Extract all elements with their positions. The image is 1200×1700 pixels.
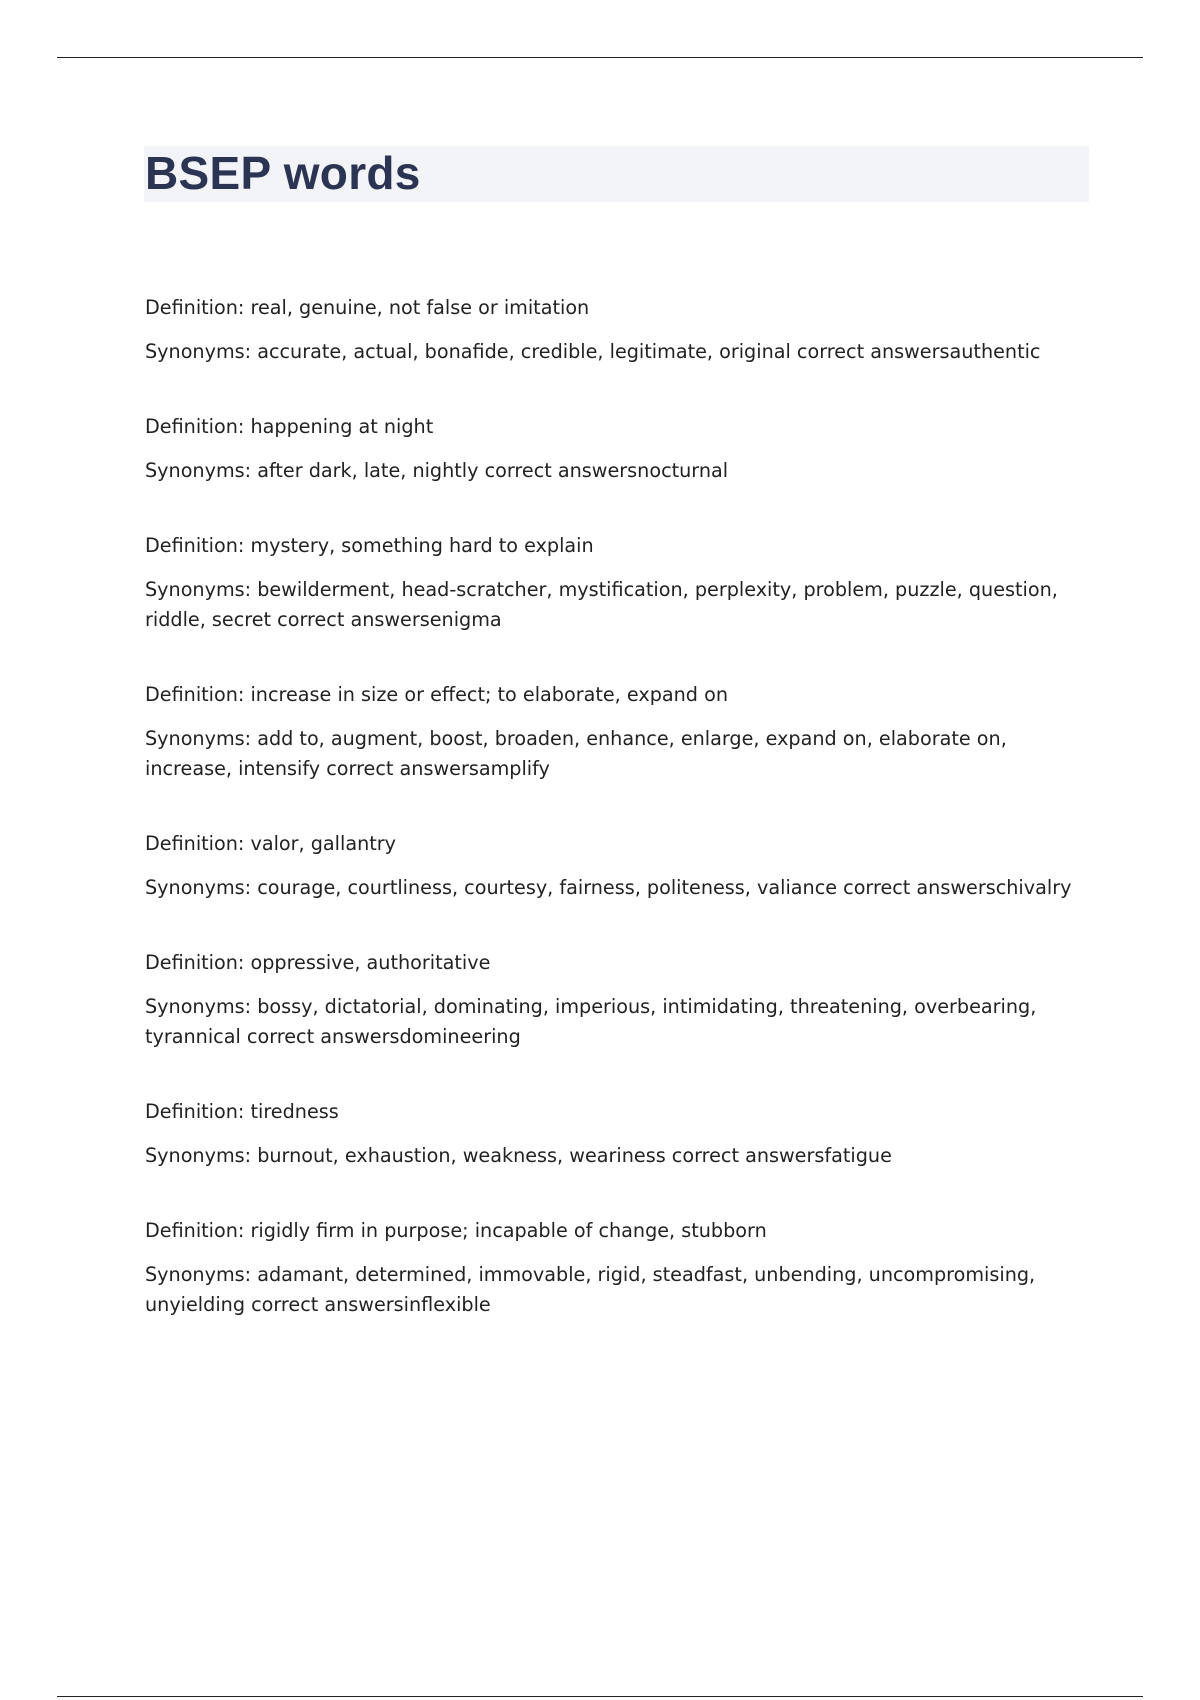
flashcard [145,1097,1090,1171]
top-rule [57,57,1143,58]
page-title: BSEP words [145,147,421,199]
definition-text: Definition: real, genuine, not false or imitation [145,296,590,319]
definition-text: Definition: tiredness [145,1100,339,1123]
flashcard [145,948,1090,1052]
flashcard [145,531,1090,635]
synonyms-text: Synonyms: adamant, determined, immovable, rigid, steadfast, unbending, uncompromising, unyielding correct answersinflexible [145,1263,1036,1316]
flashcard [145,293,1090,367]
definition-text: Definition: valor, gallantry [145,832,397,855]
synonyms-text: Synonyms: bossy, dictatorial, dominating, imperious, intimidating, threatening, overbearing, tyrannical correct answersdomineering [145,995,1037,1048]
definition-text: Definition: oppressive, authoritative [145,951,491,974]
definition-text: Definition: happening at night [145,415,434,438]
definition-text: Definition: mystery, something hard to explain [145,534,594,557]
synonyms-text: Synonyms: courage, courtliness, courtesy, fairness, politeness, valiance correct answerschivalry [145,876,1072,899]
definition-text: Definition: increase in size or effect; to elaborate, expand on [145,683,728,706]
flashcard [145,412,1090,486]
synonyms-text: Synonyms: burnout, exhaustion, weakness, weariness correct answersfatigue [145,1144,892,1167]
flashcard-list [145,293,1090,1365]
bottom-rule [57,1696,1143,1697]
synonyms-text: Synonyms: add to, augment, boost, broaden, enhance, enlarge, expand on, elaborate on, increase, intensify correct answersamplify [145,727,1007,780]
synonyms-text: Synonyms: bewilderment, head-scratcher, mystification, perplexity, problem, puzzle, question, riddle, secret correct answersenigma [145,578,1058,631]
synonyms-text: Synonyms: accurate, actual, bonafide, credible, legitimate, original correct answersauthentic [145,340,1041,363]
synonyms-text: Synonyms: after dark, late, nightly correct answersnocturnal [145,459,729,482]
definition-text: Definition: rigidly firm in purpose; incapable of change, stubborn [145,1219,767,1242]
flashcard [145,1216,1090,1320]
flashcard [145,829,1090,903]
flashcard [145,680,1090,784]
